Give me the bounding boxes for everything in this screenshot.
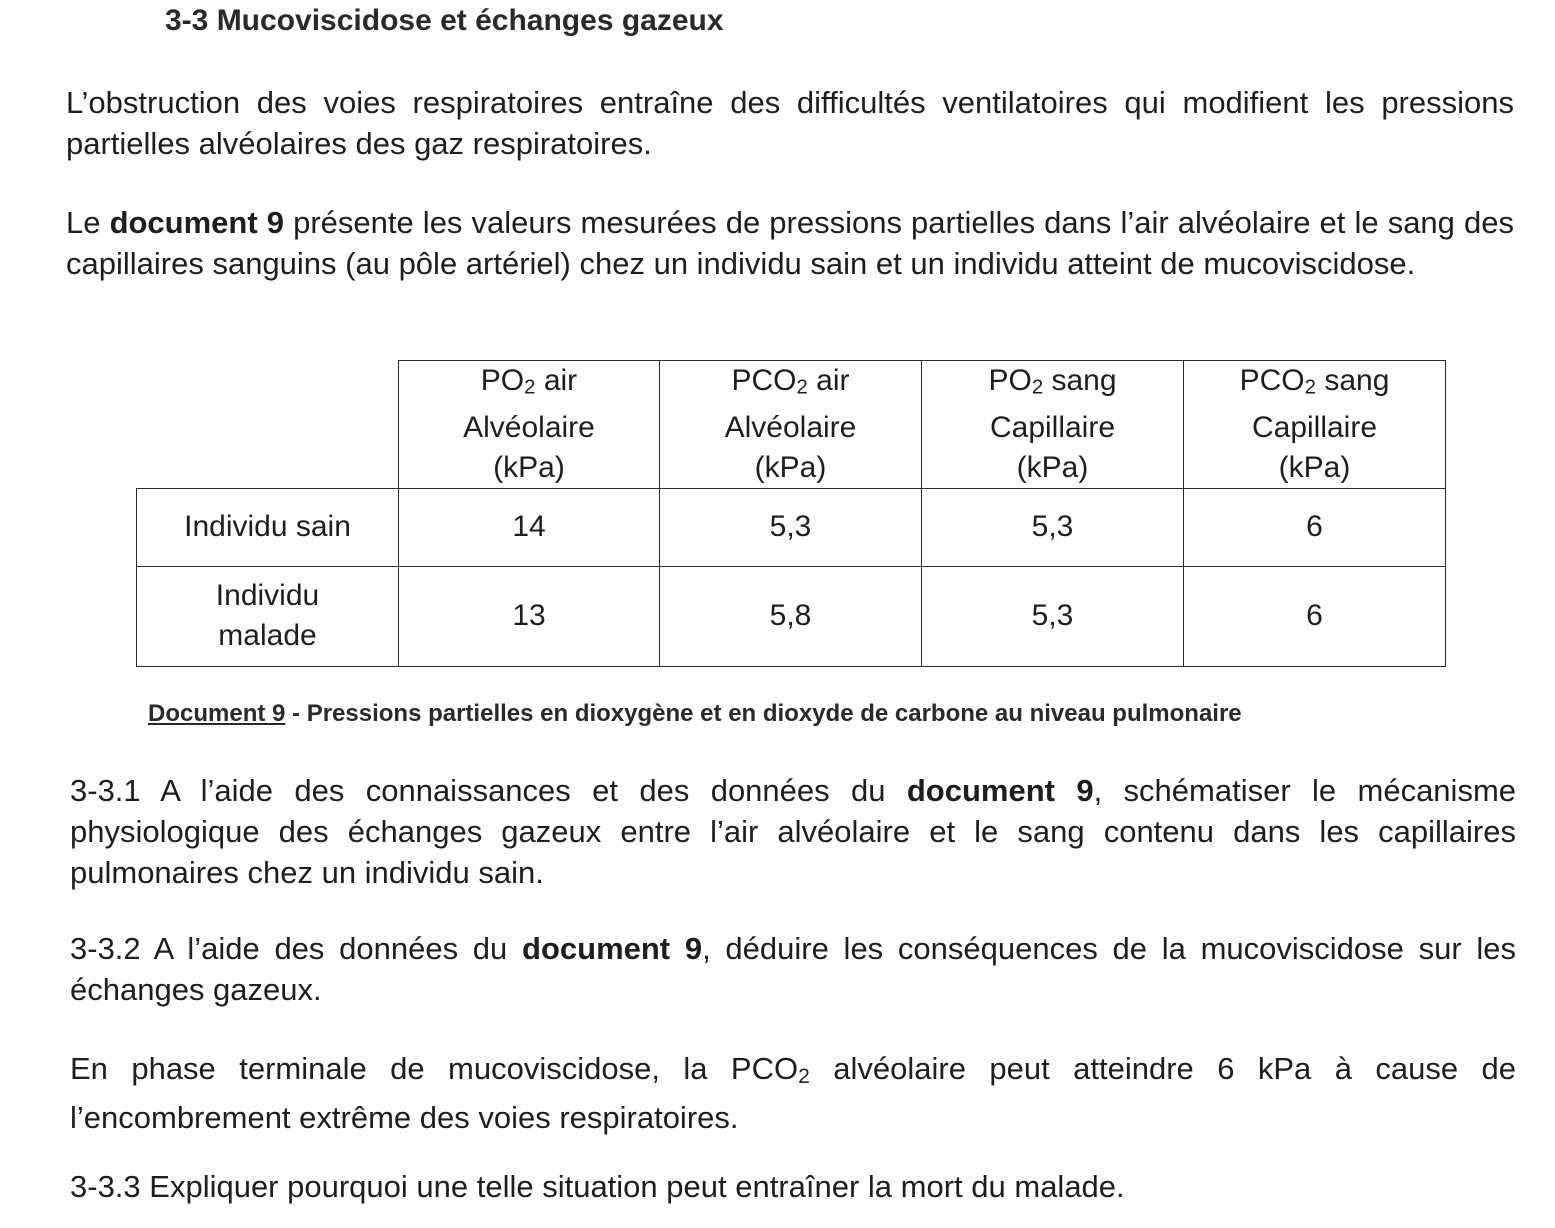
intro-text: L’obstruction des voies respiratoires entraîne des difficultés ventilatoires qui modifient les pressions partielles alvéolaires des gaz respiratoires. [66,85,1514,161]
cell-value: 5,3 [922,488,1184,566]
document-reference: document 9 [906,773,1094,808]
table-corner-empty [137,361,399,489]
table-row-individu-malade [137,566,1446,666]
header-po2-sang-capillaire: PO2 sang Capillaire (kPa) [922,361,1184,489]
header-pco2-sang-capillaire: PCO2 sang Capillaire (kPa) [1184,361,1446,489]
caption-document-label: Document 9 [148,700,286,727]
cell-value: 5,3 [660,488,922,566]
row-label: Individu malade [137,566,399,666]
caption-text: - Pressions partielles en dioxygène et en dioxyde de carbone au niveau pulmonaire [285,700,1242,727]
section-heading: 3-3 Mucoviscidose et échanges gazeux [165,4,724,37]
table-caption [148,700,1242,728]
cell-value: 6 [1184,488,1446,566]
cell-value: 13 [399,566,660,666]
question-3-3-1: 3-3.1 A l’aide des connaissances et des données du document 9, schématiser le mécanisme physiologique des échanges gazeux entre l’air alvéolaire et le sang contenu dans les capillaires pulmonaires chez un individu sain. [70,773,1517,890]
intro-paragraph [66,82,1514,164]
header-pco2-air-alveolaire: PCO2 air Alvéolaire (kPa) [660,361,922,489]
cell-value: 5,8 [660,566,922,666]
document-reference: document 9 [522,931,703,966]
partial-pressure-table [136,360,1446,667]
document-reference: document 9 [109,205,284,240]
question-3-3-3: 3-3.3 Expliquer pourquoi une telle situation peut entraîner la mort du malade. [70,1169,1125,1204]
doc-intro-prefix: Le [66,205,110,240]
table-header-row [137,361,1446,489]
cell-value: 5,3 [922,566,1184,666]
header-po2-air-alveolaire: PO2 air Alvéolaire (kPa) [399,361,660,489]
question-3-3-2: 3-3.2 A l’aide des données du document 9, déduire les conséquences de la mucoviscidose sur les échanges gazeux. [70,931,1517,1007]
cell-value: 14 [399,488,660,566]
row-label: Individu sain [137,488,399,566]
terminal-phase-paragraph: En phase terminale de mucoviscidose, la PCO2 alvéolaire peut atteindre 6 kPa à cause de l’encombrement extrême des voies respiratoires. [70,1051,1516,1135]
cell-value: 6 [1184,566,1446,666]
doc-intro-suffix: présente les valeurs mesurées de pressions partielles dans l’air alvéolaire et le sang des capillaires sanguins (au pôle artériel) chez un individu sain et un individu atteint de mucoviscidose. [66,205,1514,281]
table-row-individu-sain [137,488,1446,566]
document-intro-paragraph [66,202,1514,284]
